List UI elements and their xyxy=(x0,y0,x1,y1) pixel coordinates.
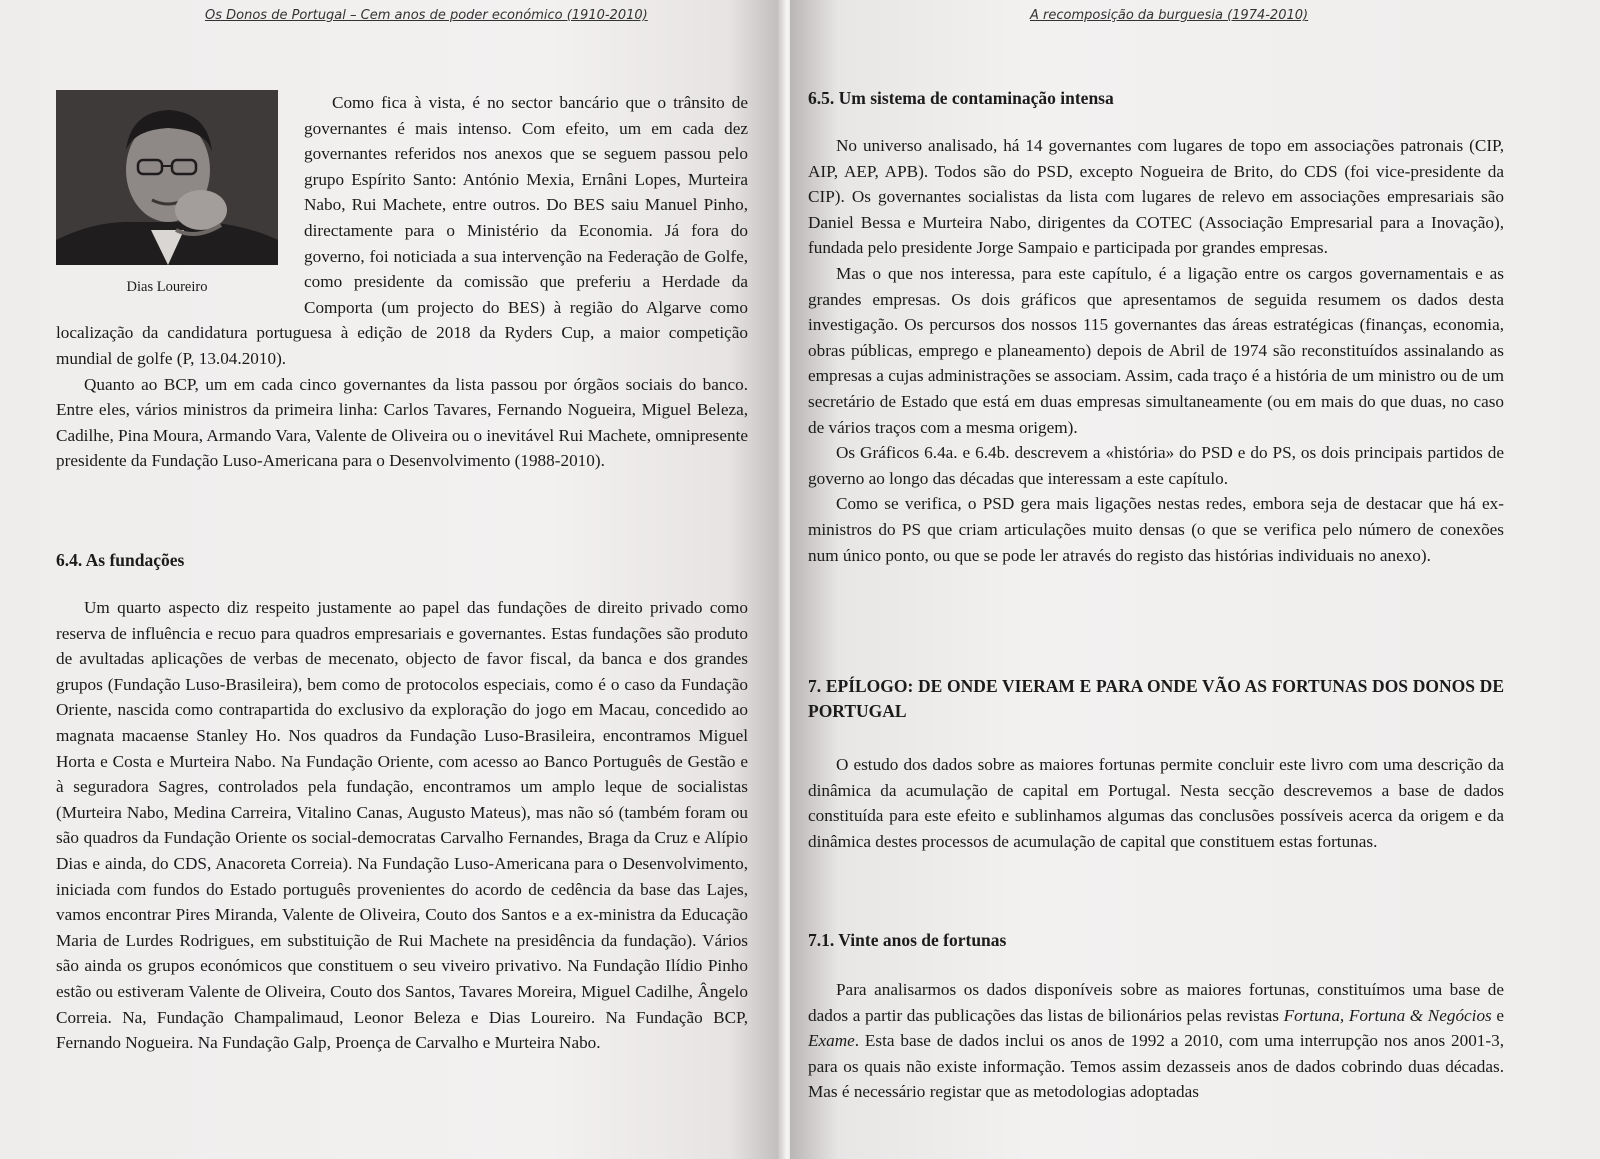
section-title-6-4: 6.4. As fundações xyxy=(56,550,185,570)
left-page xyxy=(0,0,785,1159)
left-section-block xyxy=(56,548,748,1056)
left-running-head: Os Donos de Portugal – Cem anos de poder económico (1910-2010) xyxy=(205,8,648,23)
right-running-head: A recomposição da burguesia (1974-2010) xyxy=(1030,8,1309,23)
paragraph: Quanto ao BCP, um em cada cinco governantes da lista passou por órgãos sociais do banco. Entre eles, vários ministros da primeira linha: Carlos Tavares, Fernando Nogueira, Miguel Beleza, Cadilhe, Pina Moura, Armando Vara, Valente de Oliveira ou o inevitável Rui Machete, omnipresente presidente da Fundação Luso-Americana para o Desenvolvimento (1988-2010). xyxy=(56,374,748,471)
magazine-title: Fortuna, Fortuna & Negócios xyxy=(1283,1005,1492,1025)
paragraph: Um quarto aspecto diz respeito justamente ao papel das fundações de direito privado como reserva de influência e recuo para quadros empresariais e governantes. Estas fundações são produto de avultadas aplicações de verbas de mecenato, objecto de favor fiscal, da banca e dos grandes grupos (Fundação Luso-Brasileira), bem como de protocolos especiais, como é o caso da Fundação Oriente, nascida como contrapartida do exclusivo da exploração do jogo em Macau, concedido ao magnata macaense Stanley Ho. Nos quadros da Fundação Luso-Brasileira, encontramos Miguel Horta e Costa e Murteira Nabo. Na Fundação Oriente, com acesso ao Banco Português de Gestão e à seguradora Sagres, controlados pela fundação, encontramos um amplo leque de socialistas (Murteira Nabo, Medina Carreira, Vitalino Canas, Augusto Mateus), mas não só (também foram ou são quadros da Fundação Oriente os social-democratas Carvalho Fernandes, Braga da Cruz e Alípio Dias e ainda, do CDS, Anacoreta Correia). Na Fundação Luso-Americana para o Desenvolvimento, iniciada com fundos do Estado português provenientes do acordo de cedência da base das Lajes, vamos encontrar Pires Miranda, Valente de Oliveira, Couto dos Santos e a ex-ministra da Educação Maria de Lurdes Rodrigues, em substituição de Rui Machete na presidência da fundação). Vários são ainda os grupos económicos que constituem o seu viveiro privativo. Na Fundação Ilídio Pinho estão ou estiveram Valente de Oliveira, Couto dos Santos, Tavares Moreira, Miguel Cadilhe, Ângelo Correia. Na, Fundação Champalimaud, Leonor Beleza e Dias Loureiro. Na Fundação BCP, Fernando Nogueira. Na Fundação Galp, Proença de Carvalho e Murteira Nabo. xyxy=(56,598,748,1053)
paragraph: Mas o que nos interessa, para este capítulo, é a ligação entre os cargos governamentais e as grandes empresas. Os dois gráficos que apresentamos de seguida resumem os dados desta investigação. Os percursos dos nossos 115 governantes das áreas estratégicas (finanças, economia, obras públicas, emprego e planeamento) depois de Abril de 1974 são reconstituídos assinalando as empresas a cujas administrações se associam. Assim, cada traço é a história de um ministro ou de um secretário de Estado que está em duas empresas simultaneamente (ou em mais do que duas, no caso de vários traços com a mesma origem). xyxy=(808,263,1504,437)
section-7-1-block xyxy=(808,928,1504,1105)
paragraph-text: Para analisarmos os dados disponíveis sobre as maiores fortunas, constituímos uma base de dados a partir das publicações das listas de bilionários pelas revistas xyxy=(808,980,1504,1025)
portrait-photo xyxy=(56,90,278,265)
chapter-title-7: 7. EPÍLOGO: DE ONDE VIERAM E PARA ONDE VÃO AS FORTUNAS DOS DONOS DE PORTUGAL xyxy=(808,676,1504,721)
paragraph: Como se verifica, o PSD gera mais ligações nestas redes, embora seja de destacar que há ex-ministros do PS que criam articulações muito densas (o que se verifica pelo número de conexões num único ponto, ou que se pode ler através do registo das histórias individuais no anexo). xyxy=(808,494,1504,565)
section-title-7-1: 7.1. Vinte anos de fortunas xyxy=(808,930,1007,950)
chapter-block xyxy=(808,674,1504,854)
paragraph: No universo analisado, há 14 governantes com lugares de topo em associações patronais (CIP, AIP, AEP, APB). Todos são do PSD, excepto Nogueira de Brito, do CDS (foi vice-presidente da CIP). Os governantes socialistas da lista com lugares de relevo em associações empresariais são Daniel Bessa e Murteira Nabo, dirigentes da COTEC (Associação Empresarial para a Inovação), fundada pelo presidente Jorge Sampaio e participada por grandes empresas. xyxy=(808,136,1504,258)
portrait-caption: Dias Loureiro xyxy=(126,279,208,295)
paragraph-text: . Esta base de dados inclui os anos de 1992 a 2010, com uma interrupção nos anos 2001-3, para os quais não existe informação. Temos assim dezasseis anos de dados cobrindo duas décadas. Mas é necessário registar que as metodologias adoptadas xyxy=(808,1031,1504,1102)
magazine-title: Exame xyxy=(808,1031,855,1051)
paragraph: O estudo dos dados sobre as maiores fortunas permite concluir este livro com uma descrição da dinâmica da acumulação de capital em Portugal. Nesta secção descrevemos a base de dados constituída para este efeito e sublinhamos algumas das conclusões possíveis acerca da origem e da dinâmica destes processos de acumulação de capital que constituem estas fortunas. xyxy=(808,755,1504,851)
paragraph xyxy=(808,977,1504,1105)
paragraph: Os Gráficos 6.4a. e 6.4b. descrevem a «história» do PSD e do PS, os dois principais partidos de governo ao longo das décadas que interessam a este capítulo. xyxy=(808,443,1504,488)
right-page xyxy=(790,0,1600,1159)
paragraph-text: e xyxy=(1491,1005,1504,1025)
left-text-block xyxy=(56,90,748,474)
right-text-block xyxy=(808,86,1504,568)
portrait-figure xyxy=(56,90,278,301)
paragraph: Como fica à vista, é no sector bancário que o trânsito de governantes é mais intenso. Com efeito, um em cada dez governantes referidos nos anexos que se seguem passou pelo grupo Espírito Santo: António Mexia, Ernâni Lopes, Murteira Nabo, Rui Machete, entre outros. Do BES saiu Manuel Pinho, directamente para o Ministério da Economia. Já fora do governo, foi noticiada a sua intervenção na Federação de Golfe, como presidente da comissão que preferiu a Herdade da Comporta (um projecto do BES) à região do Algarve como localização da candidatura portuguesa à edição de 2018 da Ryders Cup, a maior competição mundial de golfe (P, 13.04.2010). xyxy=(56,93,748,368)
section-title-6-5: 6.5. Um sistema de contaminação intensa xyxy=(808,88,1114,108)
portrait-image xyxy=(56,90,278,265)
